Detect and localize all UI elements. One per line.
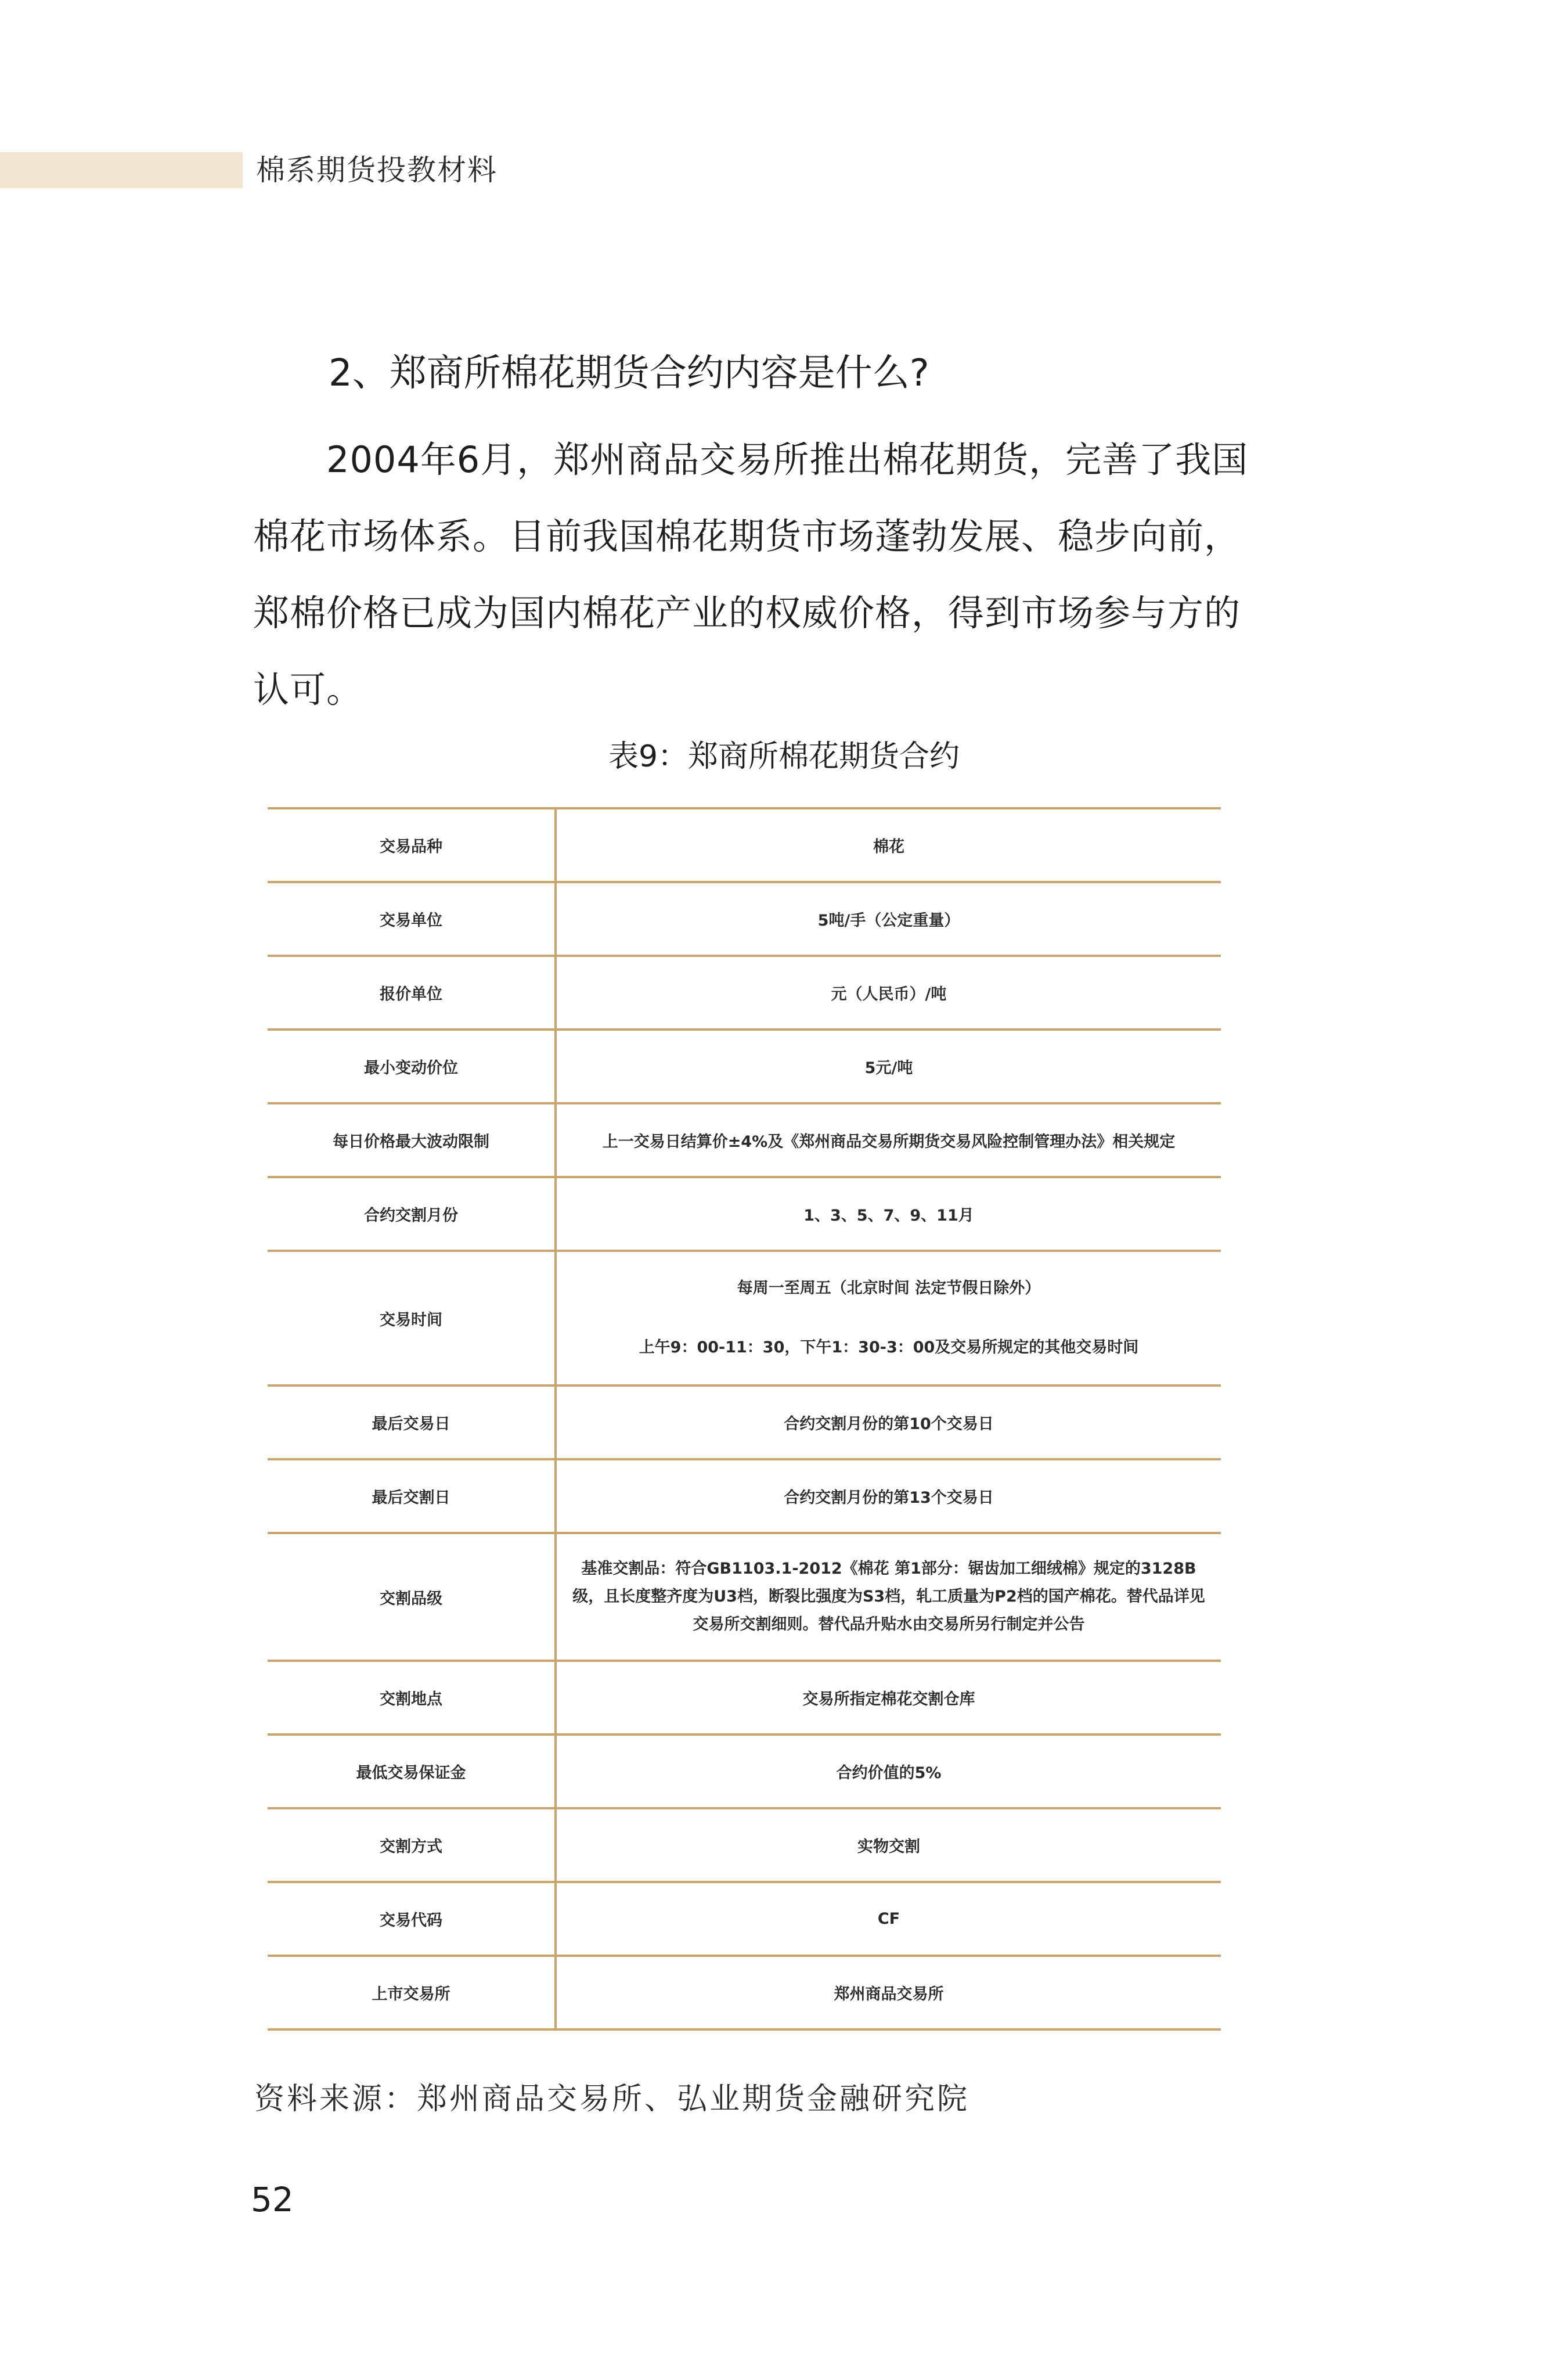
- row-value: 郑州商品交易所: [556, 1956, 1221, 2029]
- row-value: 合约交割月份的第13个交易日: [556, 1459, 1221, 1533]
- row-key: 交割地点: [268, 1661, 556, 1734]
- section-question-heading: 2、郑商所棉花期货合约内容是什么?: [329, 352, 929, 395]
- table-row: [268, 808, 1221, 882]
- row-value: 合约价值的5%: [556, 1734, 1221, 1808]
- row-key: 交割品级: [268, 1533, 556, 1661]
- row-key: 每日价格最大波动限制: [268, 1103, 556, 1177]
- delivery-grade-text: 基准交割品：符合GB1103.1-2012《棉花 第1部分：锯齿加工细绒棉》规定的3128B级，且长度整齐度为U3档，断裂比强度为S3档，轧工质量为P2档的国产棉花。替代品详见交易所交割细则。替代品升贴水由交易所另行制定并公告: [572, 1560, 1205, 1633]
- row-value: CF: [556, 1882, 1221, 1956]
- header-accent-band: [0, 152, 243, 188]
- row-key: 报价单位: [268, 956, 556, 1030]
- table-row: [268, 1882, 1221, 1956]
- row-value: 交易所指定棉花交割仓库: [556, 1661, 1221, 1734]
- data-source-note: 资料来源：郑州商品交易所、弘业期货金融研究院: [254, 2082, 970, 2117]
- row-key: 交易单位: [268, 882, 556, 956]
- table-row: [268, 1177, 1221, 1251]
- row-value: [556, 1533, 1221, 1661]
- line-spacer: [567, 1302, 1210, 1334]
- row-value: 棉花: [556, 808, 1221, 882]
- table-row: [268, 1459, 1221, 1533]
- table-row: [268, 1956, 1221, 2029]
- table-row: [268, 1103, 1221, 1177]
- trading-hours-line: 上午9：00-11：30，下午1：30-3：00及交易所规定的其他交易时间: [639, 1338, 1139, 1356]
- row-value: 实物交割: [556, 1808, 1221, 1882]
- row-key: 最低交易保证金: [268, 1734, 556, 1808]
- row-value: 元（人民币）/吨: [556, 956, 1221, 1030]
- running-header-title: 棉系期货投教材料: [256, 153, 498, 187]
- row-value-multiline: [556, 1251, 1221, 1385]
- table-row: [268, 1251, 1221, 1385]
- table-row: [268, 1030, 1221, 1103]
- row-value: 1、3、5、7、9、11月: [556, 1177, 1221, 1251]
- table-row: [268, 1661, 1221, 1734]
- table-row: [268, 1533, 1221, 1661]
- row-key: 合约交割月份: [268, 1177, 556, 1251]
- row-key: 交割方式: [268, 1808, 556, 1882]
- row-value: 上一交易日结算价±4%及《郑州商品交易所期货交易风险控制管理办法》相关规定: [556, 1103, 1221, 1177]
- table-row: [268, 956, 1221, 1030]
- row-key: 交易代码: [268, 1882, 556, 1956]
- table-row: [268, 1734, 1221, 1808]
- cotton-futures-contract-table: [268, 807, 1221, 2031]
- row-value: 5元/吨: [556, 1030, 1221, 1103]
- row-key: 上市交易所: [268, 1956, 556, 2029]
- row-key: 交易时间: [268, 1251, 556, 1385]
- row-key: 交易品种: [268, 808, 556, 882]
- row-key: 最后交割日: [268, 1459, 556, 1533]
- table-row: [268, 882, 1221, 956]
- page-number: 52: [251, 2180, 294, 2219]
- table-row: [268, 1385, 1221, 1459]
- table-caption: 表9：郑商所棉花期货合约: [608, 739, 960, 774]
- row-key: 最后交易日: [268, 1385, 556, 1459]
- row-value: 合约交割月份的第10个交易日: [556, 1385, 1221, 1459]
- trading-days-line: 每周一至周五（北京时间 法定节假日除外）: [737, 1279, 1041, 1297]
- row-value: 5吨/手（公定重量）: [556, 882, 1221, 956]
- table-row: [268, 1808, 1221, 1882]
- intro-paragraph: 2004年6月，郑州商品交易所推出棉花期货，完善了我国棉花市场体系。目前我国棉花期货市场蓬勃发展、稳步向前，郑棉价格已成为国内棉花产业的权威价格，得到市场参与方的认可。: [253, 438, 1249, 711]
- row-key: 最小变动价位: [268, 1030, 556, 1103]
